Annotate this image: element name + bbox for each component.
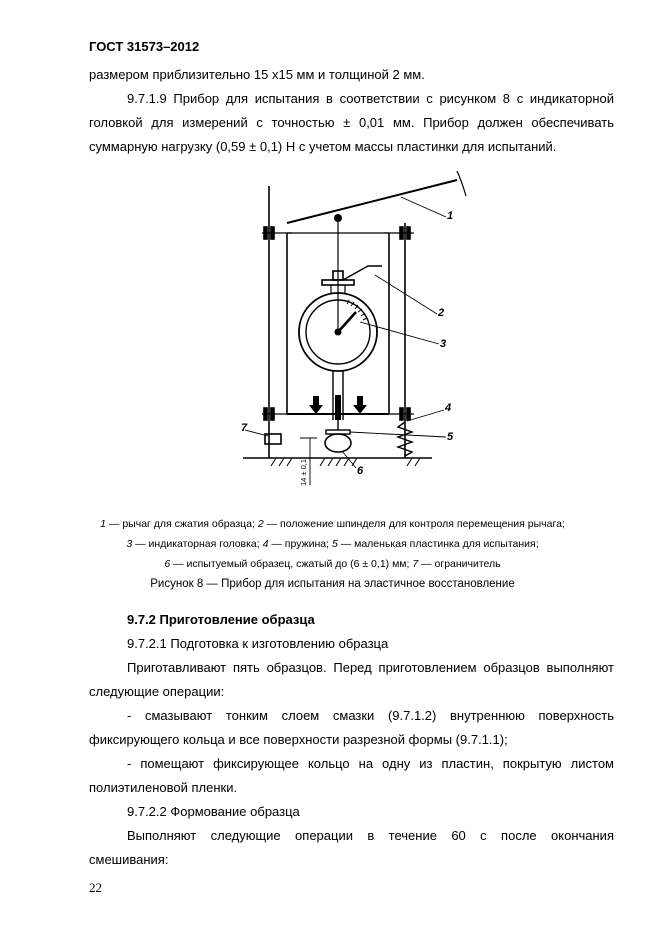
paragraph-forming-line2: смешивания:: [89, 852, 169, 867]
list-item-1-line2: фиксирующего кольца и все поверхности разрезной формы (9.7.1.1);: [89, 732, 508, 747]
figure-caption-line2: 3 — индикаторная головка; 4 — пружина; 5 — маленькая пластинка для испытания;: [126, 538, 539, 550]
lever-arm: [287, 180, 457, 223]
figure-title: Рисунок 8 — Прибор для испытания на эластичное восстановление: [150, 578, 515, 590]
paragraph-forming-line1: Выполняют следующие операции в течение 60 с после окончания: [127, 828, 614, 843]
lever-end-break: [457, 171, 466, 196]
base-hatching: [271, 458, 420, 466]
spindle-pointer-arm: [343, 266, 382, 280]
subsection-9-7-2-2: 9.7.2.2 Формование образца: [127, 804, 300, 819]
paragraph-continuation: размером приблизительно 15 x15 мм и толщиной 2 мм.: [89, 67, 425, 82]
paragraph-9-7-1-9-line1: 9.7.1.9 Прибор для испытания в соответствии с рисунком 8 с индикаторной: [127, 91, 614, 106]
spindle-tip: [335, 395, 341, 420]
page-number: 22: [89, 880, 102, 895]
paragraph-9-7-1-9-line2: головкой для измерений с точностью ± 0,01 мм. Прибор должен обеспечивать: [89, 115, 614, 130]
callout-2: 2: [438, 307, 445, 319]
lever-pivot: [334, 214, 342, 222]
list-item-2-line2: полиэтиленовой пленки.: [89, 780, 238, 795]
figure-8-apparatus-drawing: [230, 165, 490, 495]
list-item-2-line1: - помещают фиксирующее кольцо на одну из пластин, покрытую листом: [127, 756, 614, 771]
callout-4: 4: [445, 402, 452, 414]
document-header: ГОСТ 31573–2012: [89, 39, 200, 54]
paragraph-prep-line1: Приготавливают пять образцов. Перед приготовлением образцов выполняют: [127, 660, 614, 675]
callout-6: 6: [357, 465, 364, 477]
callout-5: 5: [447, 431, 454, 443]
callout-7: 7: [241, 422, 248, 434]
dial-needle: [338, 312, 356, 332]
paragraph-prep-line2: следующие операции:: [89, 684, 225, 699]
dial-center: [335, 329, 342, 336]
specimen: [325, 434, 351, 452]
list-item-1-line1: - смазывают тонким слоем смазки (9.7.1.2) внутреннюю поверхность: [127, 708, 614, 723]
section-heading: 9.7.2 Приготовление образца: [127, 612, 315, 627]
figure-caption-line3: 6 — испытуемый образец, сжатый до (6 ± 0,1) мм; 7 — ограничитель: [164, 558, 501, 570]
callout-3: 3: [440, 338, 447, 350]
dimension-label: 14 ± 0,1: [299, 458, 308, 486]
figure-caption-line1: 1 — рычаг для сжатия образца; 2 — положение шпинделя для контроля перемещения рычага;: [100, 518, 565, 530]
subsection-9-7-2-1: 9.7.2.1 Подготовка к изготовлению образца: [127, 636, 389, 651]
paragraph-9-7-1-9-line3: суммарную нагрузку (0,59 ± 0,1) Н с учетом массы пластинки для испытаний.: [89, 139, 557, 154]
callout-1: 1: [447, 210, 454, 222]
